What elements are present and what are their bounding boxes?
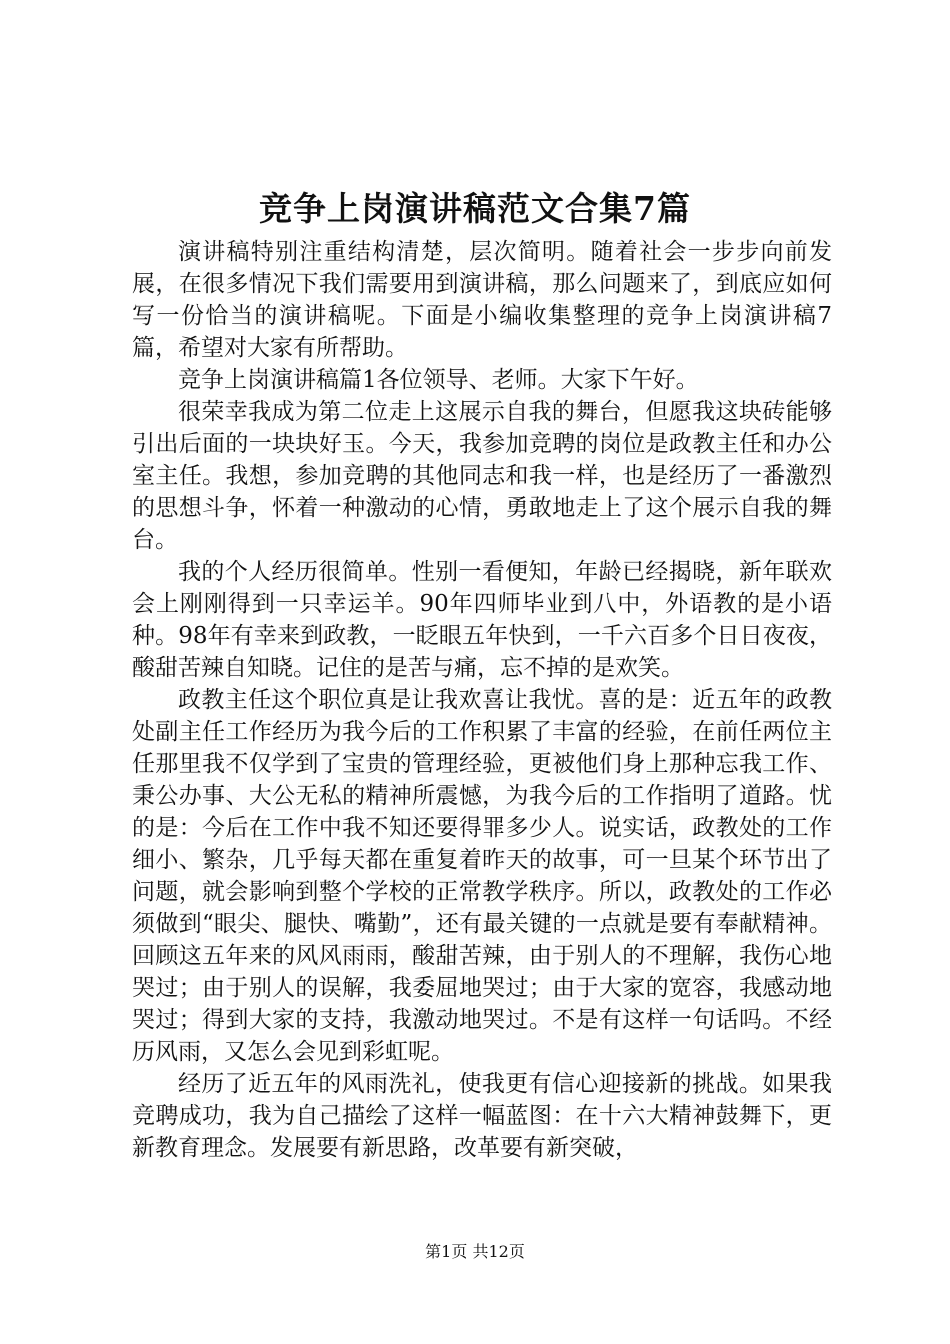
- paragraph-position: 政教主任这个职位真是让我欢喜让我忧。喜的是：近五年的政教处副主任工作经历为我今后的工作积累了丰富的经验，在前任两位主任那里我不仅学到了宝贵的管理经验，更被他们身上那种忘我工作、秉公办事、大公无私的精神所震憾，为我今后的工作指明了道路。忧的是：今后在工作中我不知还要得罪多少人。说实话，政教处的工作细小、繁杂，几乎每天都在重复着昨天的故事，可一旦某个环节出了问题，就会影响到整个学校的正常教学秩序。所以，政教处的工作必须做到“眼尖、腿快、嘴勤”，还有最关键的一点就是要有奉献精神。回顾这五年来的风风雨雨，酸甜苦辣，由于别人的不理解，我伤心地哭过；由于别人的误解，我委屈地哭过；由于大家的宽容，我感动地哭过；得到大家的支持，我激动地哭过。不是有这样一句话吗。不经历风雨，又怎么会见到彩虹呢。: [132, 687, 832, 1065]
- page-number: 第1页: [425, 1242, 468, 1261]
- paragraph-stage: 很荣幸我成为第二位走上这展示自我的舞台，但愿我这块砖能够引出后面的一块块好玉。今天，我参加竞聘的岗位是政教主任和办公室主任。我想，参加竞聘的其他同志和我一样，也是经历了一番激烈的思想斗争，怀着一种激动的心情，勇敢地走上了这个展示自我的舞台。: [132, 399, 832, 553]
- paragraph-greeting: 竞争上岗演讲稿篇1各位领导、老师。大家下午好。: [178, 367, 699, 393]
- page-footer: [0, 1240, 950, 1264]
- document-title: 竞争上岗演讲稿范文合集7篇: [259, 189, 691, 228]
- paragraph-blueprint: 经历了近五年的风雨洗礼，使我更有信心迎接新的挑战。如果我竞聘成功，我为自己描绘了这样一幅蓝图：在十六大精神鼓舞下，更新教育理念。发展要有新思路，改革要有新突破，: [132, 1071, 832, 1161]
- paragraph-intro: 演讲稿特别注重结构清楚，层次简明。随着社会一步步向前发展，在很多情况下我们需要用到演讲稿，那么问题来了，到底应如何写一份恰当的演讲稿呢。下面是小编收集整理的竞争上岗演讲稿7篇，希望对大家有所帮助。: [132, 239, 832, 361]
- document-body: [132, 236, 832, 1164]
- page-total: 共12页: [472, 1242, 525, 1261]
- paragraph-experience: 我的个人经历很简单。性别一看便知，年龄已经揭晓，新年联欢会上刚刚得到一只幸运羊。90年四师毕业到八中，外语教的是小语种。98年有幸来到政教，一眨眼五年快到，一千六百多个日日夜夜，酸甜苦辣自知晓。记住的是苦与痛，忘不掉的是欢笑。: [132, 559, 832, 681]
